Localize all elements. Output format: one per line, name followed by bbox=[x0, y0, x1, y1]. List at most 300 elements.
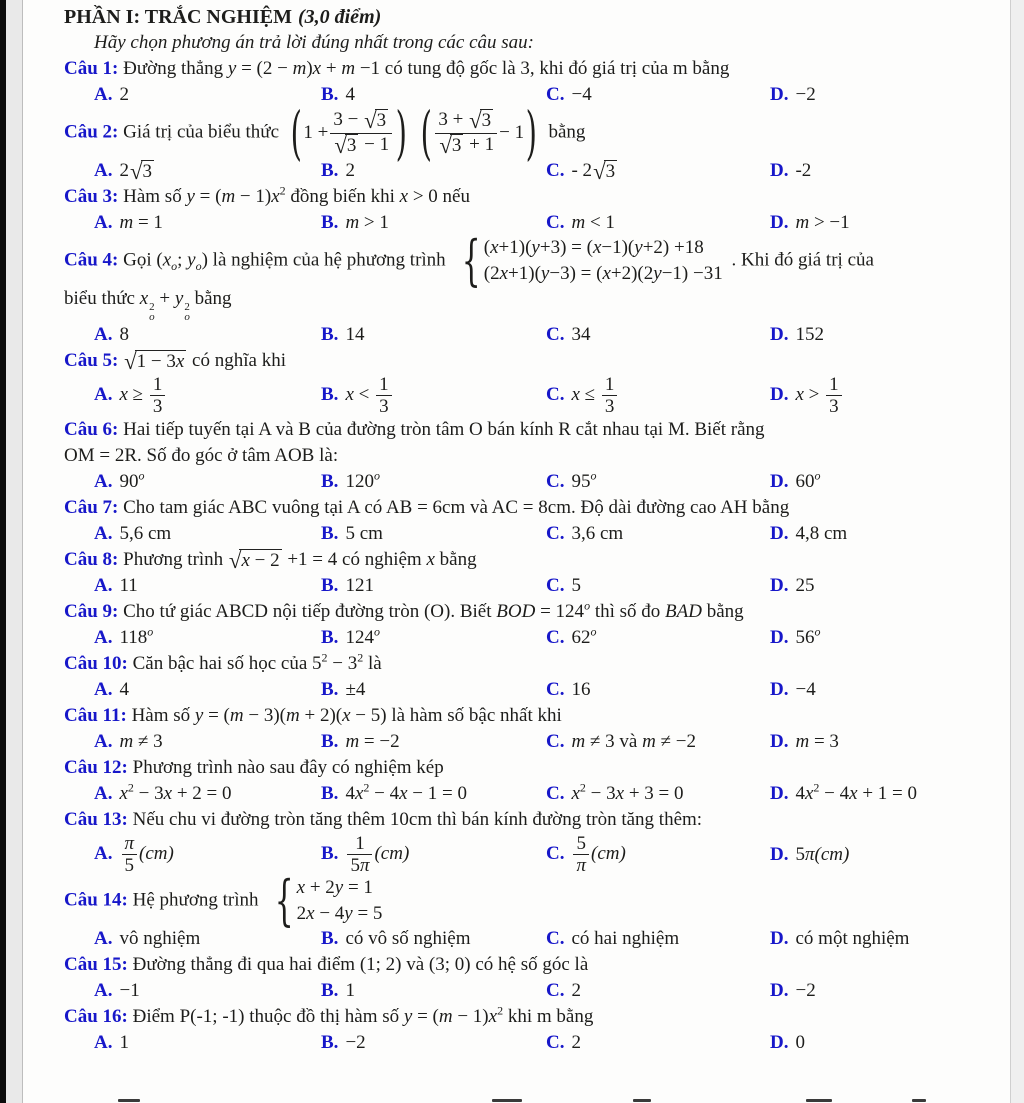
question-6-options bbox=[64, 469, 1008, 495]
math-var: x bbox=[571, 383, 580, 405]
radicand bbox=[480, 109, 494, 133]
text-run: −2 bbox=[345, 1032, 366, 1053]
fraction bbox=[345, 833, 374, 876]
numerator bbox=[376, 374, 392, 395]
numerator bbox=[150, 374, 166, 395]
question-2-option-C bbox=[546, 158, 770, 184]
question-8-option-B bbox=[321, 573, 546, 599]
option-value bbox=[795, 980, 815, 1001]
system-row bbox=[484, 236, 723, 260]
denominator bbox=[826, 395, 842, 417]
degree-superscript: o bbox=[814, 468, 821, 483]
text-run: 60 bbox=[795, 471, 815, 492]
text-run: = −2 bbox=[359, 731, 400, 752]
math-var: y bbox=[540, 263, 550, 284]
radical-sign: √ bbox=[469, 107, 482, 133]
text-run: 3 bbox=[379, 396, 389, 417]
text-run: 56 bbox=[795, 627, 815, 648]
denominator bbox=[150, 395, 166, 417]
math-var: y bbox=[187, 249, 196, 271]
option-value bbox=[571, 833, 626, 876]
question-10 bbox=[64, 651, 1008, 703]
system-rows bbox=[484, 236, 723, 286]
option-letter: A. bbox=[94, 471, 113, 492]
math-var: m bbox=[795, 212, 810, 233]
question-label: Câu 16: bbox=[64, 1006, 128, 1027]
question-14-stem-1 bbox=[64, 869, 1008, 932]
math-var: x bbox=[592, 237, 602, 258]
text-run: đồng biến khi bbox=[285, 186, 400, 207]
option-letter: D. bbox=[770, 627, 789, 648]
fraction bbox=[433, 109, 499, 158]
option-letter: D. bbox=[770, 783, 789, 804]
option-value bbox=[795, 928, 909, 949]
text-run: −2 bbox=[795, 84, 816, 105]
option-letter: A. bbox=[94, 627, 113, 648]
text-run: − 1) bbox=[452, 1006, 489, 1027]
text-run: + 1 = 0 bbox=[857, 783, 918, 804]
text-run: 1 − 3 bbox=[136, 351, 176, 372]
option-letter: B. bbox=[321, 523, 339, 544]
numerator bbox=[602, 374, 618, 395]
option-value bbox=[795, 780, 918, 804]
text-run: 120 bbox=[345, 471, 374, 492]
cropped-next-line-mark bbox=[118, 1099, 140, 1102]
math-var: (cm) bbox=[374, 842, 410, 864]
text-run: là bbox=[363, 653, 382, 674]
text-run: 2 bbox=[345, 160, 355, 181]
option-letter: B. bbox=[321, 1032, 339, 1053]
option-value bbox=[795, 679, 815, 700]
math-var: (cm) bbox=[814, 843, 850, 865]
text-run: Căn bậc hai số học của 5 bbox=[127, 653, 322, 674]
math-var: y bbox=[344, 903, 353, 924]
question-6-stem-2 bbox=[64, 443, 1008, 469]
question-1-option-C bbox=[546, 82, 770, 108]
scan-gutter-left bbox=[6, 0, 23, 1103]
text-run: . Khi đó giá trị của bbox=[726, 249, 874, 271]
question-6-stem-1 bbox=[64, 417, 1008, 443]
option-value bbox=[119, 624, 154, 648]
text-run: 1 bbox=[355, 833, 365, 854]
option-letter: A. bbox=[94, 679, 113, 700]
question-15 bbox=[64, 952, 1008, 1004]
question-11-options bbox=[64, 729, 1008, 755]
text-run: > bbox=[803, 383, 825, 405]
text-run: ≠ −2 bbox=[655, 731, 696, 752]
option-value bbox=[119, 468, 145, 492]
option-value bbox=[571, 575, 581, 596]
text-run: < 1 bbox=[585, 212, 615, 233]
math-var: y bbox=[531, 237, 540, 258]
option-letter: B. bbox=[321, 212, 339, 233]
math-var: x bbox=[499, 263, 509, 284]
option-letter: B. bbox=[321, 731, 339, 752]
text-run: −1)( bbox=[601, 237, 635, 258]
option-letter: D. bbox=[770, 383, 789, 405]
option-value bbox=[795, 624, 821, 648]
option-value bbox=[345, 679, 365, 700]
question-1-option-A bbox=[94, 82, 321, 108]
math-var: x bbox=[602, 263, 611, 284]
option-letter: C. bbox=[546, 324, 565, 345]
question-6 bbox=[64, 417, 1008, 495]
text-run: 14 bbox=[345, 324, 365, 345]
text-run: 1 + bbox=[303, 122, 329, 143]
option-value bbox=[119, 212, 162, 233]
text-run: 4,8 cm bbox=[795, 523, 848, 544]
text-run: + bbox=[154, 288, 175, 309]
option-letter: D. bbox=[770, 843, 789, 865]
question-15-options bbox=[64, 978, 1008, 1004]
text-run: 2 bbox=[571, 980, 581, 1001]
option-letter: B. bbox=[321, 383, 339, 405]
option-value bbox=[571, 980, 581, 1001]
question-label: Câu 11: bbox=[64, 705, 127, 726]
radical-sign: √ bbox=[364, 107, 377, 133]
fraction bbox=[119, 833, 139, 876]
option-letter: D. bbox=[770, 160, 789, 181]
option-value bbox=[345, 833, 410, 876]
question-3-stem-1 bbox=[64, 184, 1008, 210]
option-value bbox=[795, 1032, 805, 1053]
subscript: o bbox=[171, 259, 178, 274]
question-8-option-A bbox=[94, 573, 321, 599]
numerator bbox=[121, 833, 137, 854]
denominator bbox=[376, 395, 392, 417]
text-run: 16 bbox=[571, 679, 591, 700]
math-var: x bbox=[163, 783, 173, 804]
text-run: ≥ bbox=[127, 383, 148, 405]
option-letter: A. bbox=[94, 523, 113, 544]
question-1-option-B bbox=[321, 82, 546, 108]
instruction-text: Hãy chọn phương án trả lời đúng nhất trong các câu sau: bbox=[94, 32, 534, 53]
math-var: y bbox=[403, 1006, 413, 1027]
text-run: bằng bbox=[434, 549, 477, 570]
question-14-option-B bbox=[321, 926, 546, 952]
text-run: 5 bbox=[124, 855, 134, 876]
sqrt-radical bbox=[469, 109, 493, 133]
question-12-option-C bbox=[546, 781, 770, 807]
question-12-option-D bbox=[770, 781, 1008, 807]
option-value bbox=[571, 468, 597, 492]
option-value bbox=[571, 928, 679, 949]
radical-sign: √ bbox=[439, 132, 452, 158]
numerator bbox=[330, 109, 392, 133]
text-run: −2 bbox=[795, 980, 816, 1001]
option-value bbox=[571, 679, 590, 700]
text-run: 2 bbox=[571, 1032, 581, 1053]
sqrt-radical bbox=[124, 350, 186, 374]
option-letter: A. bbox=[94, 84, 113, 105]
question-9-stem-1 bbox=[64, 599, 1008, 625]
system-row bbox=[484, 262, 723, 286]
question-6-option-B bbox=[321, 469, 546, 495]
question-label: Câu 10: bbox=[64, 653, 128, 674]
right-paren-icon: ) bbox=[395, 99, 408, 167]
option-value bbox=[119, 928, 200, 949]
text-run: 11 bbox=[119, 575, 138, 596]
text-run: 1 bbox=[345, 980, 355, 1001]
text-run: 3 bbox=[481, 109, 492, 131]
option-value bbox=[571, 159, 618, 184]
text-run: − 2 bbox=[249, 550, 280, 571]
math-var: x bbox=[139, 288, 149, 309]
text-run: = 124 bbox=[535, 601, 585, 622]
question-9 bbox=[64, 599, 1008, 651]
option-letter: D. bbox=[770, 679, 789, 700]
text-run: > 0 nếu bbox=[408, 186, 470, 207]
text-run: Phương trình nào sau đây có nghiệm kép bbox=[127, 757, 444, 778]
denominator bbox=[122, 854, 138, 876]
right-paren-icon: ) bbox=[525, 99, 538, 167]
question-13-stem-1 bbox=[64, 807, 1008, 833]
radicand bbox=[345, 134, 359, 158]
question-label: Câu 4: bbox=[64, 249, 119, 271]
question-4-options bbox=[64, 322, 1008, 348]
text-run: −1 bbox=[119, 980, 140, 1001]
question-12-option-A bbox=[94, 781, 321, 807]
radical-sign: √ bbox=[334, 132, 347, 158]
question-13-option-C bbox=[546, 833, 770, 876]
text-run: +2) +18 bbox=[642, 237, 704, 258]
option-letter: D. bbox=[770, 575, 789, 596]
superscript: 2 bbox=[813, 780, 820, 795]
question-4-option-B bbox=[321, 322, 546, 348]
question-15-option-A bbox=[94, 978, 321, 1004]
text-run: 1 bbox=[829, 374, 839, 395]
option-value bbox=[795, 731, 838, 752]
text-run: −1 có tung độ gốc là 3, khi đó giá trị của m bằng bbox=[355, 58, 730, 79]
question-7-option-A bbox=[94, 521, 321, 547]
text-run: ) bbox=[306, 58, 313, 79]
question-label: Câu 13: bbox=[64, 809, 128, 830]
question-1-option-D bbox=[770, 82, 1008, 108]
denominator bbox=[435, 133, 497, 158]
option-letter: D. bbox=[770, 212, 789, 233]
text-run: 5 bbox=[571, 575, 581, 596]
option-letter: B. bbox=[321, 84, 339, 105]
math-var: m bbox=[571, 212, 586, 233]
option-letter: D. bbox=[770, 324, 789, 345]
option-value bbox=[119, 523, 171, 544]
option-letter: D. bbox=[770, 471, 789, 492]
option-value bbox=[119, 575, 137, 596]
degree-superscript: o bbox=[590, 468, 597, 483]
text-run: 4 bbox=[795, 783, 805, 804]
math-var: BAD bbox=[665, 601, 702, 622]
question-2-option-D bbox=[770, 158, 1008, 184]
option-value bbox=[119, 1032, 129, 1053]
left-brace-icon: { bbox=[462, 229, 482, 292]
math-var: x bbox=[490, 237, 499, 258]
question-11-option-D bbox=[770, 729, 1008, 755]
question-5-stem-1 bbox=[64, 348, 1008, 374]
text-run: 4 bbox=[345, 783, 355, 804]
question-9-option-B bbox=[321, 625, 546, 651]
option-value bbox=[571, 731, 696, 752]
question-13-options bbox=[64, 833, 1008, 876]
paren-group bbox=[415, 99, 543, 167]
text-run: − 1) bbox=[235, 186, 272, 207]
text-run: +1)( bbox=[508, 263, 541, 284]
question-label: Câu 6: bbox=[64, 419, 119, 440]
text-run: Hàm số bbox=[126, 705, 195, 726]
question-6-option-D bbox=[770, 469, 1008, 495]
option-value bbox=[795, 575, 814, 596]
text-run: 3 bbox=[605, 161, 616, 182]
superscript: 2 bbox=[497, 1003, 504, 1018]
question-9-options bbox=[64, 625, 1008, 651]
text-run: ≤ bbox=[579, 383, 600, 405]
option-letter: D. bbox=[770, 980, 789, 1001]
sqrt-radical bbox=[229, 549, 282, 573]
question-16 bbox=[64, 1004, 1008, 1056]
option-value bbox=[345, 84, 355, 105]
superscript: 2 bbox=[357, 650, 364, 665]
degree-superscript: o bbox=[373, 624, 380, 639]
section-score: (3,0 điểm) bbox=[297, 6, 382, 28]
degree-superscript: o bbox=[138, 468, 145, 483]
question-3-option-B bbox=[321, 210, 546, 236]
math-var: x bbox=[571, 783, 580, 804]
system-rows bbox=[297, 876, 383, 926]
question-15-option-D bbox=[770, 978, 1008, 1004]
math-var: m bbox=[345, 212, 360, 233]
math-var: m bbox=[292, 58, 307, 79]
question-label: Câu 8: bbox=[64, 549, 119, 570]
option-value bbox=[571, 212, 614, 233]
question-14-options bbox=[64, 926, 1008, 952]
degree-superscript: o bbox=[814, 624, 821, 639]
cropped-next-line-mark bbox=[912, 1099, 926, 1102]
radical-sign: √ bbox=[124, 349, 137, 374]
text-run: 2 bbox=[119, 84, 129, 105]
question-label: Câu 7: bbox=[64, 497, 119, 518]
text-run: 95 bbox=[571, 471, 591, 492]
math-var: x bbox=[399, 783, 408, 804]
option-letter: C. bbox=[546, 160, 565, 181]
question-11-stem-1 bbox=[64, 703, 1008, 729]
option-letter: B. bbox=[321, 627, 339, 648]
question-4-option-D bbox=[770, 322, 1008, 348]
fraction bbox=[148, 374, 168, 417]
question-label: Câu 12: bbox=[64, 757, 128, 778]
question-4-option-C bbox=[546, 322, 770, 348]
option-value bbox=[119, 980, 139, 1001]
text-run: = (2 − bbox=[236, 58, 293, 79]
math-var: BOD bbox=[496, 601, 536, 622]
option-value bbox=[119, 833, 174, 876]
text-run: 5 cm bbox=[345, 523, 383, 544]
paren-content bbox=[433, 109, 524, 158]
radicand bbox=[375, 109, 389, 133]
question-label: Câu 15: bbox=[64, 954, 128, 975]
text-run: 121 bbox=[345, 575, 374, 596]
question-9-option-D bbox=[770, 625, 1008, 651]
question-7-option-C bbox=[546, 521, 770, 547]
option-value bbox=[119, 84, 129, 105]
question-1-stem-1 bbox=[64, 56, 1008, 82]
question-8-stem-1 bbox=[64, 547, 1008, 573]
math-var: π bbox=[576, 855, 587, 876]
question-12 bbox=[64, 755, 1008, 807]
option-letter: B. bbox=[321, 842, 339, 864]
superscript: 2 bbox=[149, 301, 155, 313]
question-14-option-D bbox=[770, 926, 1008, 952]
text-run: − 5) là hàm số bậc nhất khi bbox=[350, 705, 562, 726]
option-value bbox=[119, 159, 155, 184]
text-run: Hàm số bbox=[118, 186, 187, 207]
math-var: y bbox=[653, 263, 662, 284]
question-4 bbox=[64, 229, 1008, 348]
option-value bbox=[571, 324, 590, 345]
text-run: = 5 bbox=[352, 903, 383, 924]
math-var: x bbox=[312, 58, 322, 79]
question-5-option-D bbox=[770, 374, 1008, 417]
math-var: x bbox=[296, 877, 306, 898]
text-run: −4 bbox=[795, 679, 816, 700]
option-letter: C. bbox=[546, 679, 565, 700]
question-16-options bbox=[64, 1030, 1008, 1056]
text-run: Đường thẳng đi qua hai điểm (1; 2) và (3; 0) có hệ số góc là bbox=[127, 954, 589, 975]
text-run: 90 bbox=[119, 471, 139, 492]
system-row bbox=[297, 902, 383, 926]
question-label: Câu 1: bbox=[64, 58, 119, 79]
question-7-stem-1 bbox=[64, 495, 1008, 521]
math-var: m bbox=[119, 731, 134, 752]
text-run: 3 bbox=[376, 109, 387, 131]
question-4-stem-2 bbox=[64, 286, 1008, 322]
question-6-option-A bbox=[94, 469, 321, 495]
math-var: x bbox=[488, 1006, 498, 1027]
text-run: = 1 bbox=[343, 877, 373, 898]
option-letter: D. bbox=[770, 928, 789, 949]
sqrt-radical bbox=[130, 160, 154, 184]
option-letter: C. bbox=[546, 627, 565, 648]
option-value bbox=[795, 374, 843, 417]
option-value bbox=[119, 731, 162, 752]
question-6-option-C bbox=[546, 469, 770, 495]
math-var: m bbox=[119, 212, 134, 233]
math-var: x bbox=[119, 383, 128, 405]
option-value bbox=[795, 468, 821, 492]
text-run: 4 bbox=[119, 679, 129, 700]
text-run: ±4 bbox=[345, 679, 366, 700]
numerator bbox=[574, 833, 590, 854]
question-13-option-D bbox=[770, 842, 1008, 868]
questions bbox=[64, 56, 1008, 1056]
text-run: 8 bbox=[119, 324, 129, 345]
text-run: − 3)( bbox=[243, 705, 286, 726]
option-letter: A. bbox=[94, 928, 113, 949]
superscript: 2 bbox=[279, 183, 286, 198]
superscript: 2 bbox=[363, 780, 370, 795]
math-var: x bbox=[804, 783, 814, 804]
math-var: (cm) bbox=[591, 842, 626, 864]
text-run: −4 bbox=[571, 84, 592, 105]
option-value bbox=[571, 523, 623, 544]
text-run: Gọi ( bbox=[118, 249, 163, 271]
text-run: vô nghiệm bbox=[119, 928, 201, 949]
question-11-option-A bbox=[94, 729, 321, 755]
question-9-option-C bbox=[546, 625, 770, 651]
question-10-stem-1 bbox=[64, 651, 1008, 677]
math-var: m bbox=[571, 731, 586, 752]
text-run: + bbox=[321, 58, 342, 79]
text-run: 25 bbox=[795, 575, 815, 596]
question-2-stem-1 bbox=[64, 99, 1008, 167]
